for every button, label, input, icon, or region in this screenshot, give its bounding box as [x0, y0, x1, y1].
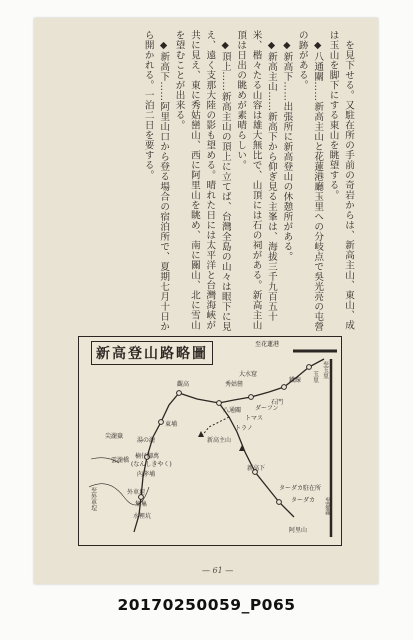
book-page: [34, 18, 378, 584]
map-label: 觀高: [177, 381, 190, 388]
map-label: 至外車埕: [89, 487, 97, 511]
map-label: 八通關: [223, 407, 242, 414]
map-label: 大水窟: [239, 371, 258, 378]
station-marker: [277, 500, 282, 505]
station-marker: [177, 391, 182, 396]
map-label: 至嘉義: [323, 497, 331, 515]
map-label: 水裡坑: [133, 513, 152, 520]
image-caption: 20170250059_P065: [117, 596, 296, 614]
map-label: 至玉里: [321, 361, 329, 379]
map-label: 新高主山: [207, 437, 232, 444]
map-label: 楠仔腳萬: [135, 453, 160, 460]
station-marker: [217, 401, 222, 406]
map-label: 外車埕: [127, 489, 146, 496]
map-label: 至花蓮港: [255, 341, 280, 348]
map-label: 新高下: [247, 465, 266, 472]
map-label: トラノ: [235, 425, 253, 432]
paragraph: を見下せる。又駐在所の手前の奇岩からは、新高主山、東山、成は玉山を脚下にする東山を眺望する。: [327, 30, 354, 330]
station-marker: [307, 365, 312, 370]
map-label: 雲瀧橋: [111, 457, 130, 464]
map-label: 石門: [271, 399, 284, 406]
map-label: ダーフン: [255, 405, 279, 412]
paragraph: ◆新高主山……新高下から仰ぎ見る主峯は、海拔三千九百五十米、楷々たる山容は雄大無比で、山頂には石の祠がある。新高主山頂は日出の眺めが素晴らしい。: [235, 30, 277, 330]
map-label: 湯の瀧: [137, 437, 156, 444]
route-map: [78, 336, 342, 546]
map-label: 內茅埔: [137, 471, 156, 478]
paragraph: ◆八通關……新高主山と花蓮港廳玉里への分岐点で吳光亮の屯營の跡がある。: [296, 30, 324, 331]
map-label: 尖瀧嶽: [105, 433, 124, 440]
map-label: (なんしきやく): [131, 461, 172, 468]
peak-icon: [198, 431, 204, 437]
trail-peak: [201, 417, 229, 437]
station-marker: [282, 385, 287, 390]
map-label: 集集: [135, 501, 148, 508]
page-number: — 61 —: [202, 566, 234, 575]
map-label: トマス: [245, 415, 264, 422]
map-label: 阿里山: [289, 527, 308, 534]
paragraph: ◆新高下……出張所に新高登山の休憩所がある。: [281, 39, 293, 261]
map-label: ターダカ: [291, 497, 316, 504]
map-label: 鐵線: [289, 377, 302, 384]
paragraph: ◆新高下……阿里山口から登る場合の宿泊所で、夏期七月十日から開かれる。一泊二日を要する。: [142, 30, 170, 331]
map-label: 玉里: [311, 371, 319, 383]
station-marker: [249, 395, 254, 400]
station-marker: [159, 420, 164, 425]
vertical-text-block: [56, 30, 356, 335]
map-label: 東埔: [165, 421, 178, 428]
paragraph: ◆頂上……新高主山の頂上に立てば、台灣全島の山々は眼下に見え、遠く支那大陸の影も望める。晴れた日には太平洋と台灣海峽が共に見え、東に秀姑巒山、西に阿里山を眺め、南に關山、北に雪山を望むことが出来る。: [173, 30, 231, 331]
map-label: 秀姑巒: [225, 381, 244, 388]
map-label: ターダカ駐在所: [279, 485, 322, 492]
map-title: 新高登山路略圖: [91, 341, 213, 365]
